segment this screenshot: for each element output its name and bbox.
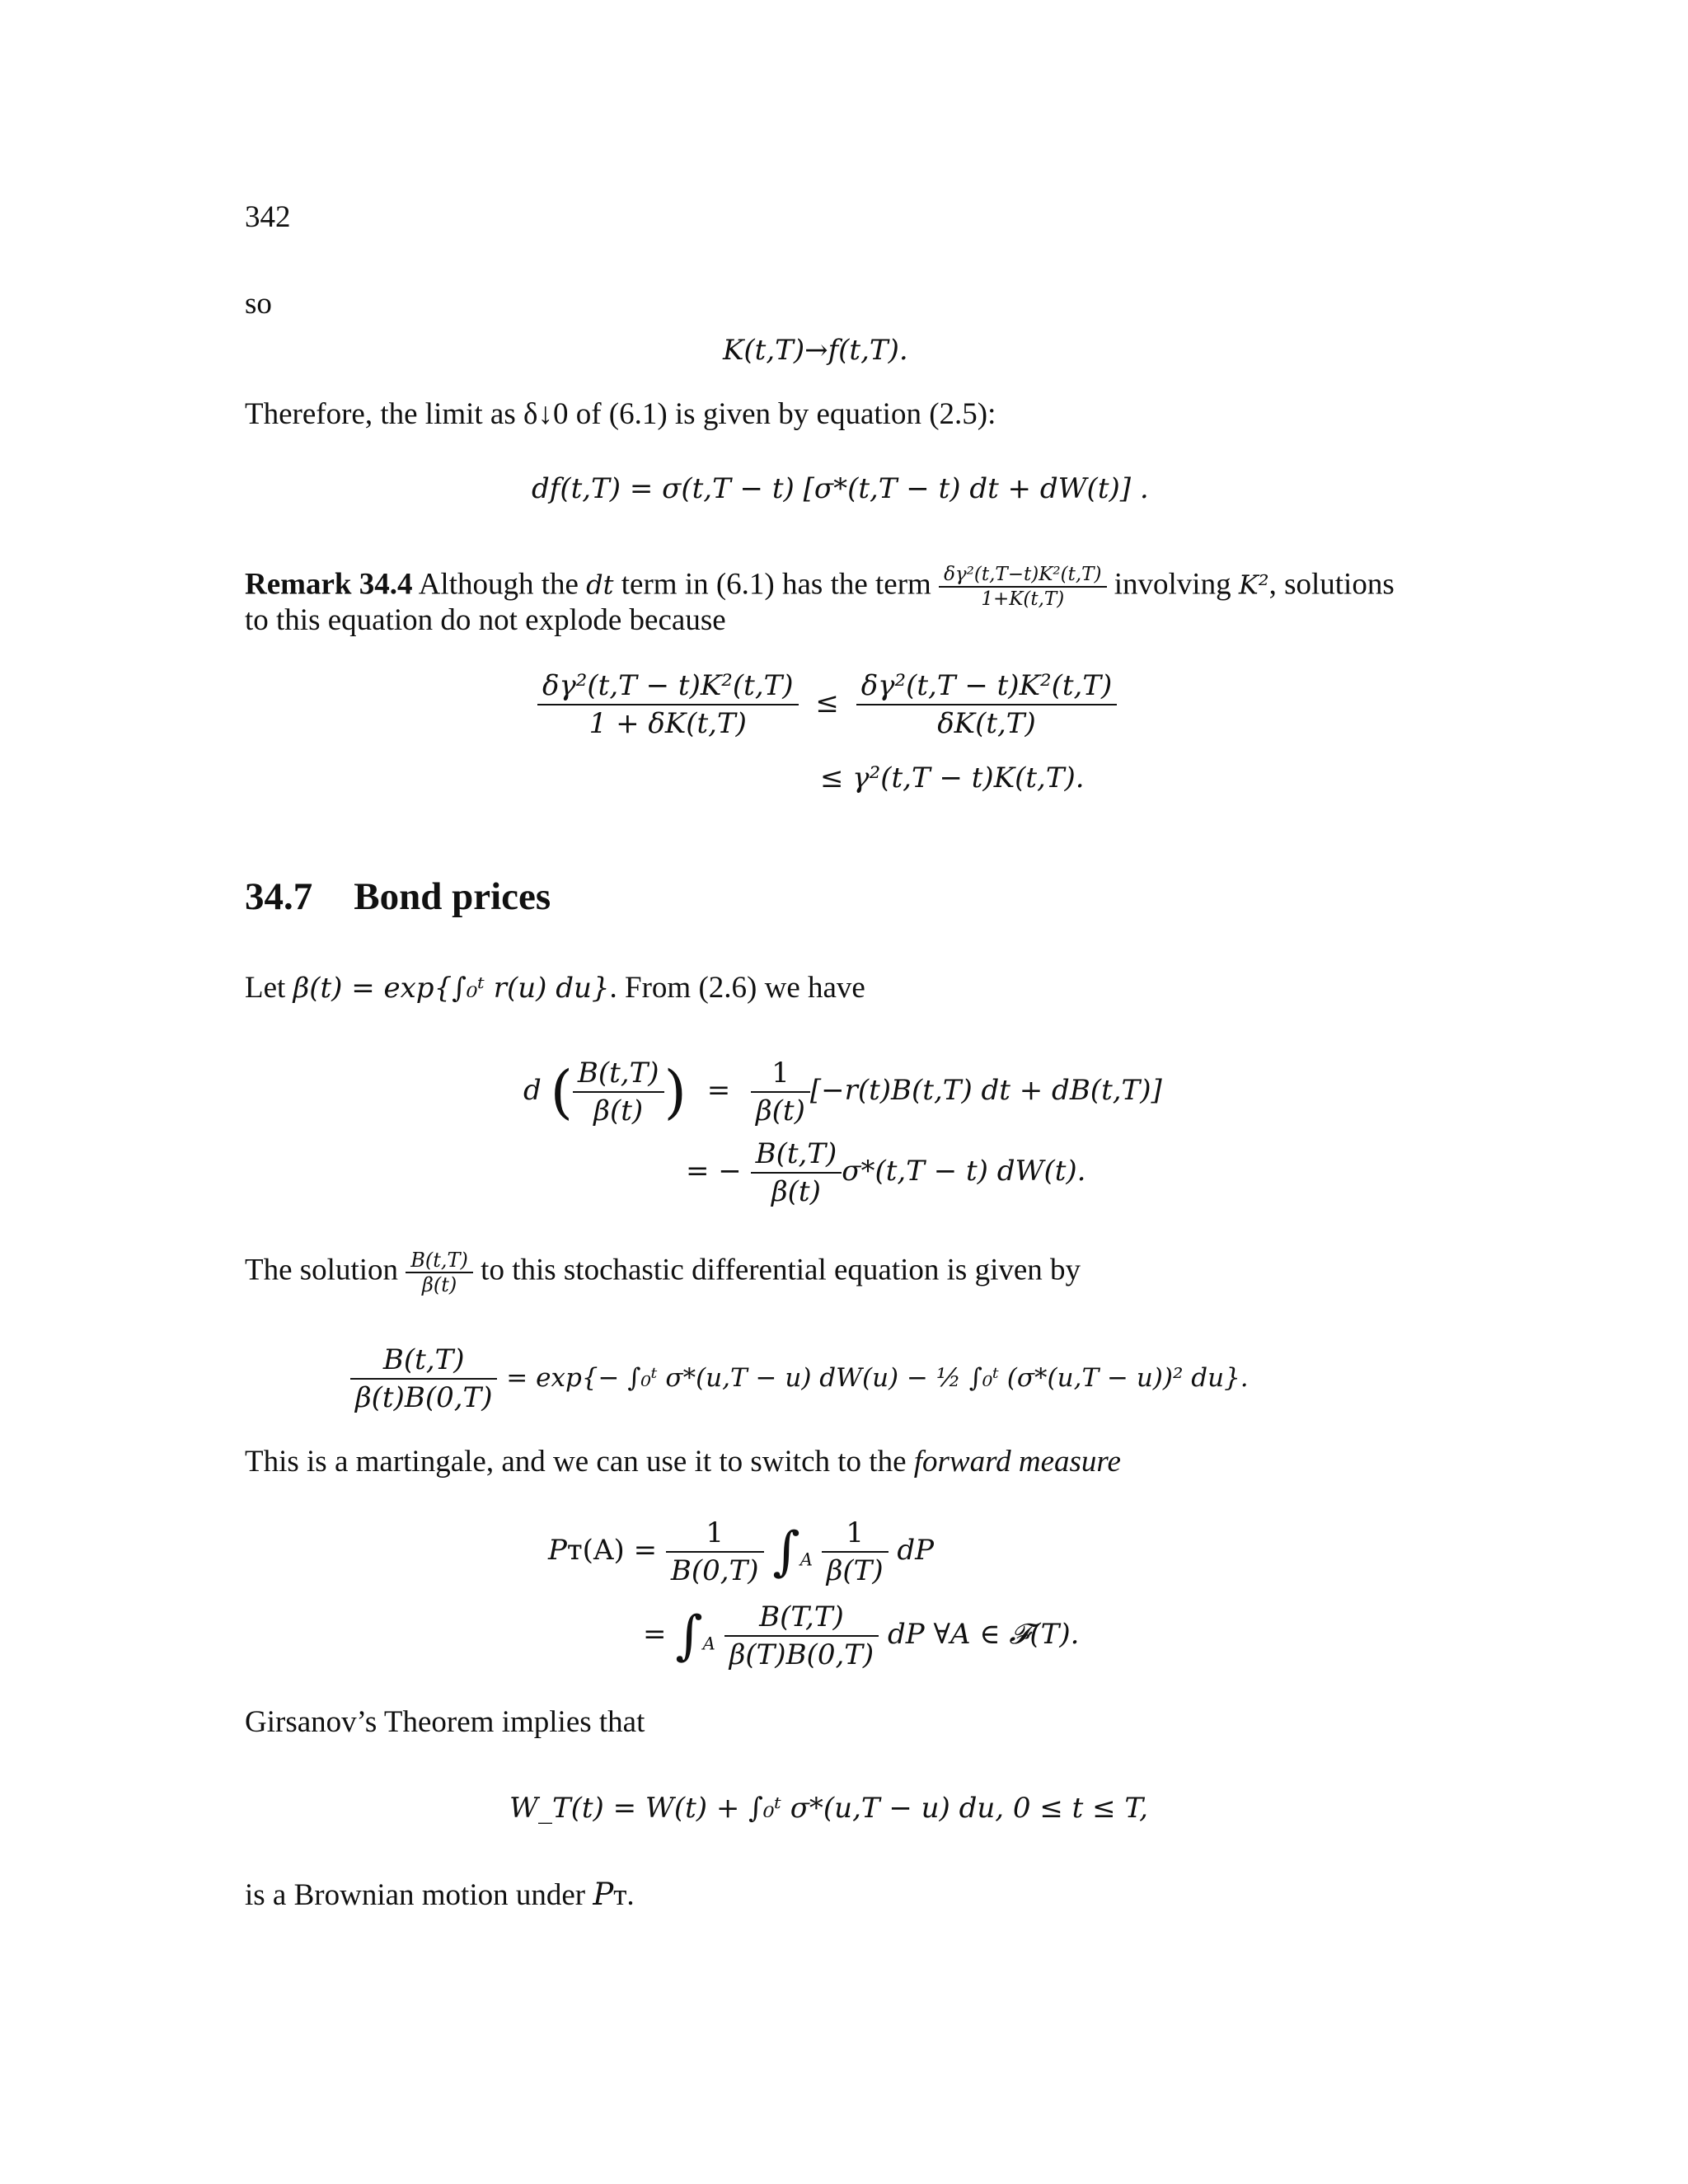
equation-exp-rhs: = exp{− ∫₀ᵗ σ*(u,T − u) dW(u) − ½ ∫₀ᵗ (σ*(u,T − u))² du}. xyxy=(506,1363,1249,1393)
equation-PT-f2 xyxy=(822,1515,889,1589)
inequality-left-num: δγ²(t,T − t)K²(t,T) xyxy=(542,669,794,702)
inequality-left-fraction xyxy=(537,668,799,742)
inequality-right-num: δγ²(t,T − t)K²(t,T) xyxy=(860,669,1113,702)
equation-dB-line-1: d ( $\frac{B(t,T)}{\beta(t)}$ ) = $\frac{1}{\beta(t)}$ [−r(t)B(t,T) dt + dB(t,T)] xyxy=(523,1057,1162,1127)
solution-fraction xyxy=(406,1249,473,1296)
remark-text-d: , solutions xyxy=(1268,567,1395,602)
paragraph-limit: Therefore, the limit as δ↓0 of (6.1) is given by equation (2.5): xyxy=(245,397,996,431)
solution-line xyxy=(245,1249,1081,1296)
let-math: β(t) = exp{∫₀ᵗ r(u) du} xyxy=(293,972,610,1005)
equation-dB-lhs-num: B(t,T) xyxy=(577,1057,659,1090)
equation-PT-f1 xyxy=(666,1515,764,1589)
equation-PT-int1: ∫ xyxy=(772,1521,800,1582)
martingale-text: This is a martingale, and we can use it to switch to the xyxy=(245,1445,907,1479)
equation-dB-r2-den: β(t) xyxy=(751,1172,842,1210)
equation-exp xyxy=(350,1342,1249,1416)
equation-PT-sub1: A xyxy=(799,1549,813,1570)
equation-PT-int2: ∫ xyxy=(675,1605,703,1666)
equation-PT-line-2 xyxy=(643,1599,1079,1673)
so-word: so xyxy=(245,287,272,321)
inequality-left-den: 1 + δK(t,T) xyxy=(537,704,799,742)
section-title: Bond prices xyxy=(354,875,551,918)
equation-PT-f3-den: β(T)B(0,T) xyxy=(724,1635,879,1673)
equation-PT-sub2: A xyxy=(702,1633,715,1654)
inequality-line-2: ≤ γ²(t,T − t)K(t,T). xyxy=(820,762,1085,794)
inequality-line-1 xyxy=(537,668,1117,742)
remark-line-2: to this equation do not explode because xyxy=(245,603,726,637)
remark-fraction xyxy=(939,563,1106,611)
solution-text-b: to this stochastic differential equation is given by xyxy=(481,1253,1081,1287)
equation-dB-eq: = xyxy=(706,1074,731,1107)
remark-fraction-den: 1+K(t,T) xyxy=(939,586,1106,611)
equation-k-limit: K(t,T)→f(t,T). xyxy=(723,334,908,367)
solution-fraction-den: β(t) xyxy=(406,1272,473,1296)
equation-PT-lhs: 𝑃ᴛ(A) = xyxy=(548,1534,658,1567)
equation-dB-eq2: = − xyxy=(686,1155,742,1188)
last-line: is a Brownian motion under 𝑃ᴛ. xyxy=(245,1878,635,1912)
equation-exp-lhs xyxy=(350,1342,497,1416)
remark-text-b: term in (6.1) has the term xyxy=(621,567,931,602)
section-number: 34.7 xyxy=(245,875,313,918)
equation-PT-tail1: dP xyxy=(897,1534,935,1567)
equation-dB-r1-den: β(t) xyxy=(751,1091,810,1129)
martingale-emphasis: forward measure xyxy=(913,1445,1121,1479)
equation-exp-lhs-num: B(t,T) xyxy=(382,1343,465,1376)
equation-PT-f1-num: 1 xyxy=(706,1516,724,1549)
equation-PT-tail2: dP ∀A ∈ 𝓕(T). xyxy=(888,1618,1080,1651)
solution-fraction-num: B(t,T) xyxy=(410,1249,468,1272)
remark-dt: dt xyxy=(586,569,614,601)
inequality-right-den: δK(t,T) xyxy=(856,704,1118,742)
equation-exp-lhs-den: β(t)B(0,T) xyxy=(350,1378,497,1416)
equation-dB-r1-frac xyxy=(751,1055,810,1129)
let-line xyxy=(245,970,865,1006)
girsanov-line: Girsanov’s Theorem implies that xyxy=(245,1705,645,1739)
equation-PT-f2-den: β(T) xyxy=(822,1551,889,1589)
solution-text-a: The solution xyxy=(245,1253,399,1287)
remark-k2: K² xyxy=(1238,569,1269,601)
equation-WT: W_T(t) = W(t) + ∫₀ᵗ σ*(u,T − u) du, 0 ≤ t ≤ T, xyxy=(509,1792,1148,1825)
equation-PT-eq2: = xyxy=(643,1618,667,1651)
section-heading xyxy=(245,874,551,920)
remark-text-c: involving xyxy=(1114,567,1231,602)
remark-label: Remark 34.4 xyxy=(245,567,413,602)
equation-dB-lhs xyxy=(573,1055,664,1129)
martingale-line xyxy=(245,1444,1121,1480)
equation-df: df(t,T) = σ(t,T − t) [σ*(t,T − t) dt + dW(t)] . xyxy=(532,472,1149,505)
equation-PT-f3-num: B(T,T) xyxy=(759,1601,844,1633)
remark-text-a: Although the xyxy=(418,567,579,602)
equation-PT-f1-den: B(0,T) xyxy=(666,1551,764,1589)
page-number: 342 xyxy=(245,200,291,234)
let-text-b: . From (2.6) we have xyxy=(609,971,865,1005)
equation-dB-r1-tail: [−r(t)B(t,T) dt + dB(t,T)] xyxy=(809,1074,1162,1107)
equation-PT-f2-num: 1 xyxy=(846,1516,864,1549)
inequality-right-fraction xyxy=(856,668,1118,742)
inequality-leq: ≤ xyxy=(815,687,839,719)
equation-dB-r2-frac xyxy=(751,1136,842,1210)
equation-dB-d: d xyxy=(523,1074,542,1107)
equation-PT-f3 xyxy=(724,1599,879,1673)
remark-fraction-num: δγ²(t,T−t)K²(t,T) xyxy=(944,564,1102,585)
equation-dB-line-2 xyxy=(686,1136,1085,1210)
equation-dB-lhs-den: β(t) xyxy=(573,1091,664,1129)
equation-dB-r1-num: 1 xyxy=(771,1057,790,1090)
equation-PT-line-1 xyxy=(548,1515,934,1589)
let-text-a: Let xyxy=(245,971,286,1005)
equation-dB-r2-tail: σ*(t,T − t) dW(t). xyxy=(842,1155,1086,1188)
equation-dB-r2-num: B(t,T) xyxy=(755,1137,837,1170)
